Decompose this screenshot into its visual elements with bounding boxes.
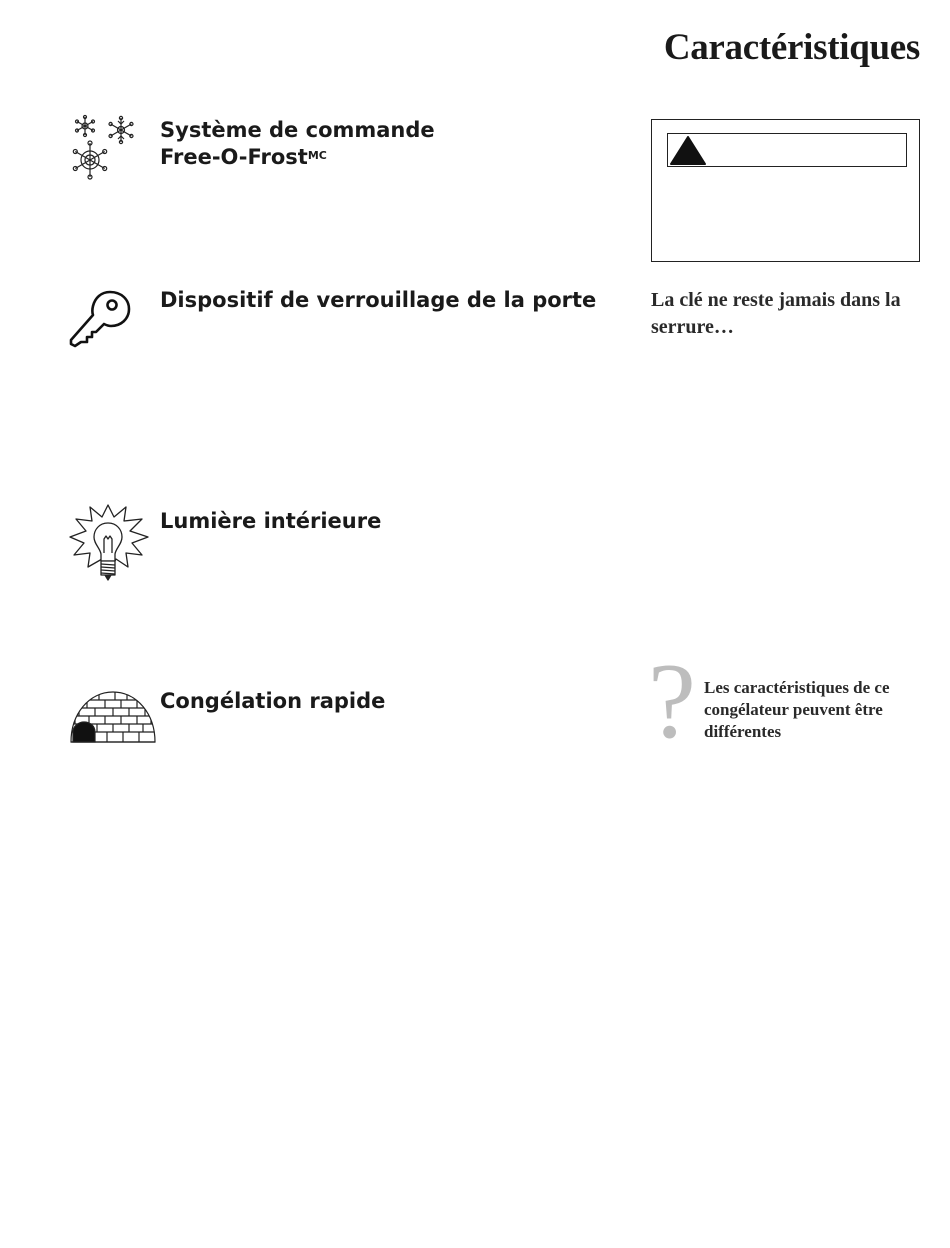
snowflakes-icon xyxy=(68,112,140,184)
feature-heading-interior-light: Lumière intérieure xyxy=(160,509,382,533)
warning-header xyxy=(667,133,907,167)
feature-heading-line1: Système de commande xyxy=(160,118,435,142)
page-title: Caractéristiques xyxy=(663,27,920,68)
key-icon xyxy=(66,288,134,350)
warning-box xyxy=(651,119,920,262)
question-mark-icon: ? xyxy=(648,642,696,761)
lock-note: La clé ne reste jamais dans la serrure… xyxy=(651,289,901,338)
tip-note: Les caractéristiques de ce congélateur peuvent être différentes xyxy=(704,678,890,741)
feature-heading-free-o-frost xyxy=(160,117,435,171)
feature-heading-door-lock: Dispositif de verrouillage de la porte xyxy=(160,288,597,312)
feature-heading-fast-freeze: Congélation rapide xyxy=(160,689,386,713)
trademark-sup: MC xyxy=(307,149,327,162)
feature-heading-line2: Free-O-Frost xyxy=(160,145,308,169)
igloo-icon xyxy=(69,686,157,744)
warning-triangle-icon xyxy=(669,135,707,165)
lightbulb-icon xyxy=(68,503,150,583)
